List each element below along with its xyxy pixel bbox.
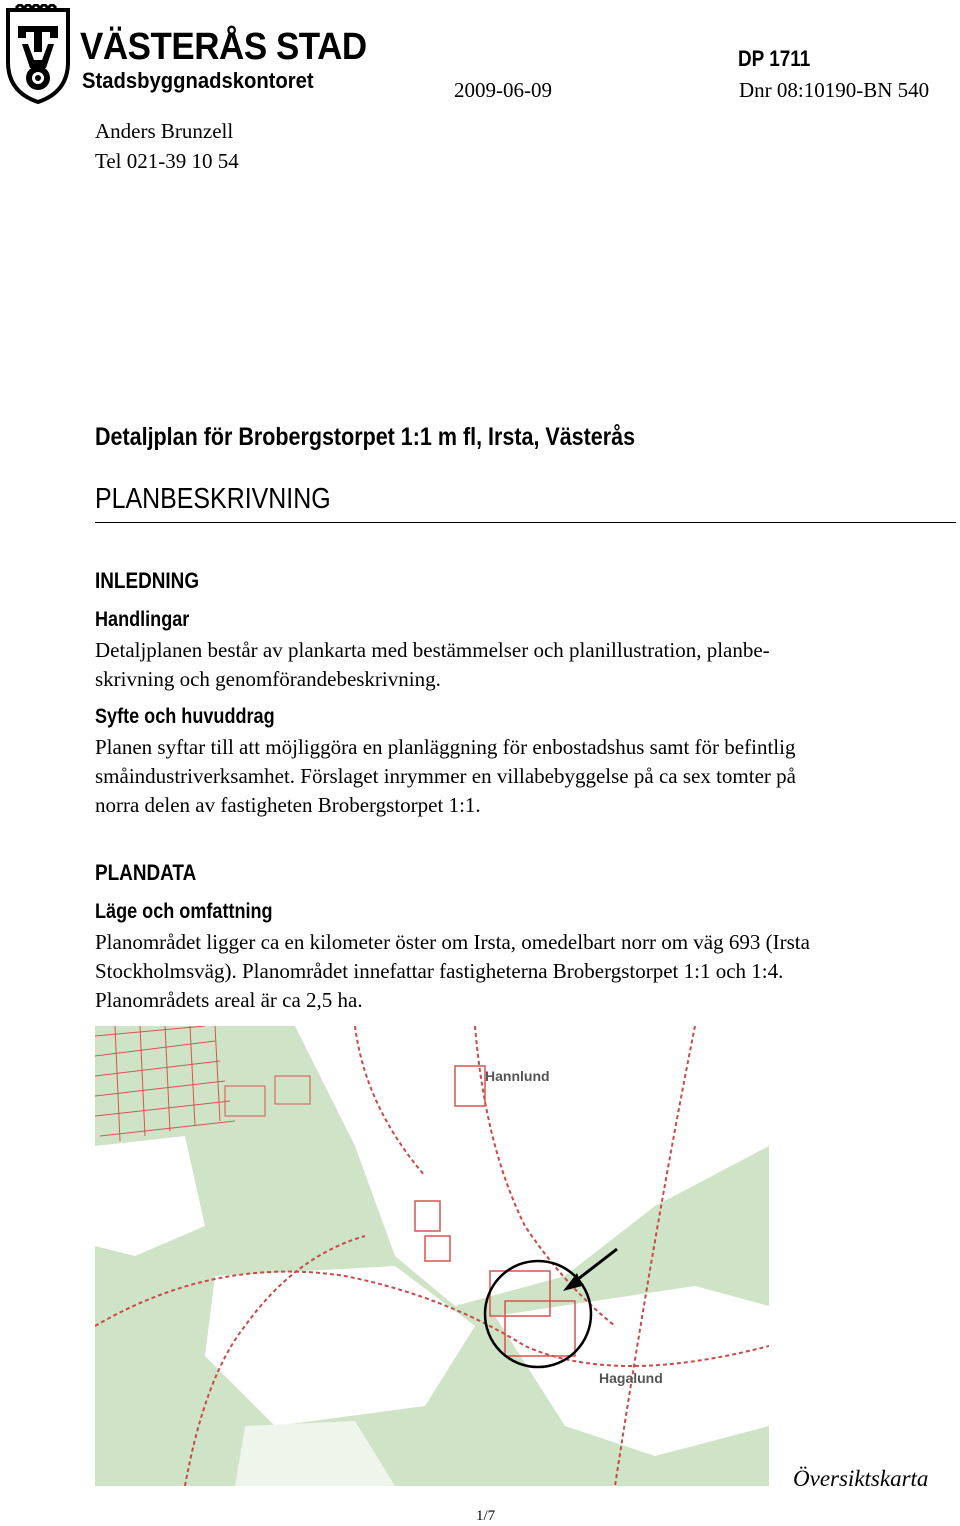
section-heading-inledning: INLEDNING [95,568,200,593]
text-line: småindustriverksamhet. Förslaget inrymmer en villabebyggelse på ca sex tomter på [95,764,796,788]
author-phone: Tel 021-39 10 54 [95,149,239,173]
place-label-hannlund: Hannlund [485,1068,550,1084]
paragraph-lage [95,928,955,1015]
text-line: Planområdet ligger ca en kilometer öster om Irsta, omedelbart norr om väg 693 (Irsta [95,930,810,954]
subheading-syfte: Syfte och huvuddrag [95,705,275,728]
document-date: 2009-06-09 [454,78,552,102]
text-line: Detaljplanen består av plankarta med bestämmelser och planillustration, planbe- [95,638,770,662]
section-heading-plandata: PLANDATA [95,860,197,885]
paragraph-handlingar [95,636,955,694]
text-line: skrivning och genomförandebeskrivning. [95,667,441,691]
document-type-heading: PLANBESKRIVNING [95,483,331,515]
diary-number: Dnr 08:10190-BN 540 [739,78,930,102]
map-caption: Översiktskarta [793,1466,929,1491]
city-crest-icon [4,4,72,104]
paragraph-syfte [95,733,955,820]
document-title: Detaljplan för Brobergstorpet 1:1 m fl, Irsta, Västerås [95,423,636,451]
heading-divider [95,522,956,523]
text-line: norra delen av fastigheten Brobergstorpet 1:1. [95,793,481,817]
plan-number: DP 1711 [738,46,811,71]
place-label-hagalund: Hagalund [599,1370,663,1386]
overview-map [95,1026,769,1486]
logo-city-name: VÄSTERÅS STAD [80,26,367,68]
subheading-lage: Läge och omfattning [95,900,273,923]
subheading-handlingar: Handlingar [95,608,190,631]
author-name: Anders Brunzell [95,119,234,143]
logo-office-name: Stadsbyggnadskontoret [82,68,314,93]
text-line: Planområdets areal är ca 2,5 ha. [95,988,363,1012]
page-number: 1/7 [476,1508,496,1524]
text-line: Stockholmsväg). Planområdet innefattar fastigheterna Brobergstorpet 1:1 och 1:4. [95,959,784,983]
text-line: Planen syftar till att möjliggöra en planläggning för enbostadshus samt för befintlig [95,735,796,759]
